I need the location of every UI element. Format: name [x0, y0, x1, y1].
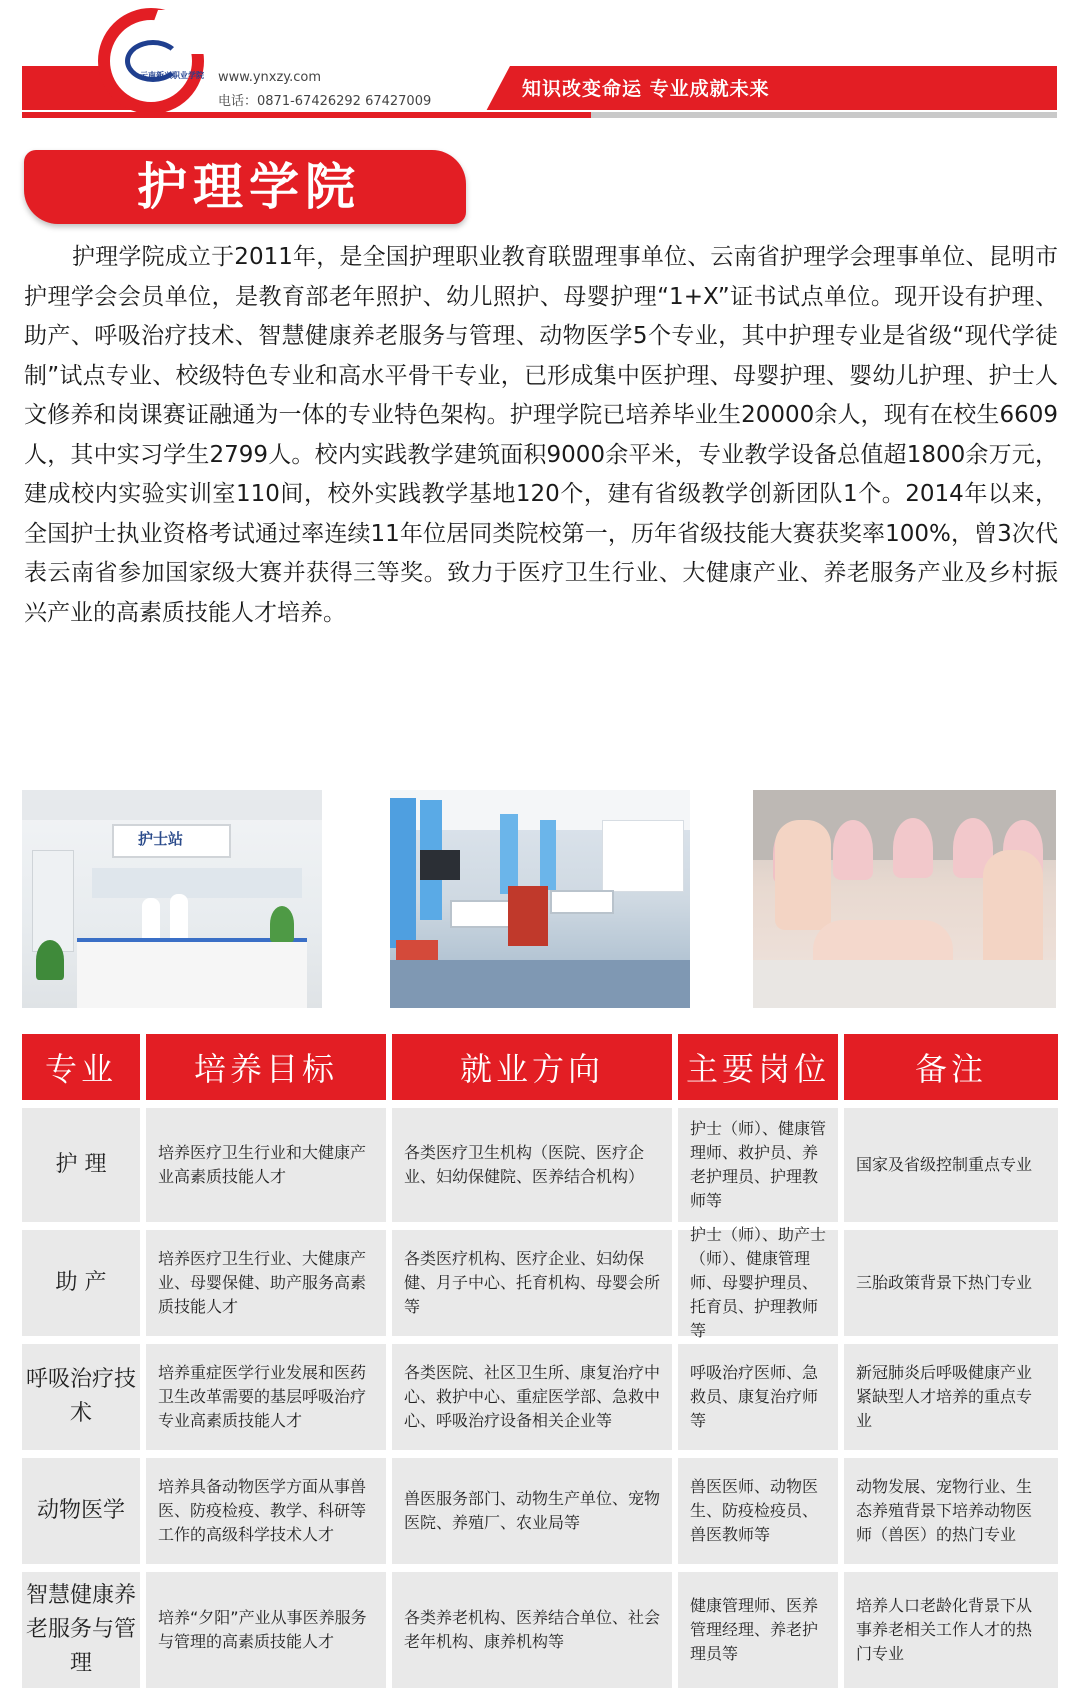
header-stripe — [22, 112, 1057, 118]
blue-curtain-1 — [390, 798, 416, 948]
manikin-row-3 — [893, 818, 933, 878]
table-row-cell-goal: 培养医疗卫生行业、大健康产业、母婴保健、助产服务高素质技能人才 — [146, 1230, 386, 1336]
table-row-cell-posts: 呼吸治疗医师、急救员、康复治疗师等 — [678, 1344, 838, 1450]
header-phone: 电话：0871-67426292 67427009 — [218, 94, 432, 109]
back-wall-panel — [602, 820, 684, 892]
manikin-front-right — [983, 850, 1043, 970]
reception-desk — [77, 938, 307, 1008]
header-cell-direction: 就业方向 — [392, 1034, 672, 1100]
intro-paragraph: 护理学院成立于2011年，是全国护理职业教育联盟理事单位、云南省护理学会理事单位、昆明市护理学会会员单位，是教育部老年照护、幼儿照护、母婴护理“1+X”证书试点单位。现开设有护理、助产、呼吸治疗技术、智慧健康养老服务与管理、动物医学5个专业，其中护理专业是省级“现代学徒制”试点专业、校级特色专业和高水平骨干专业，已形成集中医护理、母婴护理、婴幼儿护理、护士人文修养和岗课赛证融通为一体的专业特色架构。护理学院已培养毕业生20000余人，现有在校生6609人，其中实习学生2799人。校内实践教学建筑面积9000余平米，专业教学设备总值超1800余万元，建成校内实验实训室110间，校外实践教学基地120个，建有省级教学创新团队1个。2014年以来，全国护士执业资格考试通过率连续11年位居同类院校第一，历年省级技能大赛获奖率100%，曾3次代表云南省参加国家级大赛并获得三等奖。致力于医疗卫生行业、大健康产业、养老服务产业及乡村振兴产业的高素质技能人才培养。 — [24, 244, 1058, 626]
table-row-cell-note: 培养人口老龄化背景下从事养老相关工作人才的热门专业 — [844, 1572, 1058, 1688]
table-row-cell-posts: 健康管理师、医养管理经理、养老护理员等 — [678, 1572, 838, 1688]
table-row-cell-direction: 各类养老机构、医养结合单位、社会老年机构、康养机构等 — [392, 1572, 672, 1688]
header-cell-note: 备注 — [844, 1034, 1058, 1100]
reception-sign: 护士站 — [138, 830, 184, 848]
red-cart — [508, 886, 548, 946]
table-row-cell-posts: 护士（师）、健康管理师、救护员、养老护理员、护理教师等 — [678, 1108, 838, 1222]
table-row-cell-posts: 兽医医师、动物医生、防疫检疫员、兽医教师等 — [678, 1458, 838, 1564]
majors-table — [22, 1034, 1058, 1696]
table-row-cell-goal: 培养具备动物医学方面从事兽医、防疫检疫、教学、科研等工作的高级科学技术人才 — [146, 1458, 386, 1564]
header-url: www.ynxzy.com — [218, 70, 322, 85]
photo-nurse-station — [22, 790, 322, 1008]
table-row-cell-goal: 培养重症医学行业发展和医药卫生改革需要的基层呼吸治疗专业高素质技能人才 — [146, 1344, 386, 1450]
table-row-cell-major: 护 理 — [22, 1108, 140, 1222]
table-row-cell-posts: 护士（师）、助产士（师）、健康管理师、母婴护理员、托育员、护理教师等 — [678, 1230, 838, 1336]
table-surface — [753, 960, 1056, 1008]
header-slogan: 知识改变命运 专业成就未来 — [522, 78, 770, 100]
left-door — [32, 850, 74, 952]
blue-curtain-4 — [540, 820, 556, 890]
header-cell-posts: 主要岗位 — [678, 1034, 838, 1100]
page-title: 护理学院 — [137, 158, 361, 216]
plant-right — [270, 906, 294, 942]
manikin-front-left — [775, 820, 831, 930]
table-row-cell-note: 新冠肺炎后呼吸健康产业紧缺型人才培养的重点专业 — [844, 1344, 1058, 1450]
photo-ward-training-room — [390, 790, 690, 1008]
table-row-cell-major: 动物医学 — [22, 1458, 140, 1564]
header-cell-goal: 培养目标 — [146, 1034, 386, 1100]
blue-curtain-3 — [500, 814, 518, 894]
plant-left — [36, 940, 64, 980]
table-row-cell-note: 国家及省级控制重点专业 — [844, 1108, 1058, 1222]
table-row-cell-direction: 各类医疗卫生机构（医院、医疗企业、妇幼保健院、医养结合机构） — [392, 1108, 672, 1222]
table-row-cell-direction: 各类医疗机构、医疗企业、妇幼保健、月子中心、托育机构、母婴会所等 — [392, 1230, 672, 1336]
table-row-cell-note: 三胎政策背景下热门专业 — [844, 1230, 1058, 1336]
monitor — [420, 850, 460, 880]
logo-text: 云南新兴职业学院 — [140, 71, 204, 80]
table-row-cell-direction: 各类医院、社区卫生所、康复治疗中心、救护中心、重症医学部、急救中心、呼吸治疗设备相关企业等 — [392, 1344, 672, 1450]
table-row-cell-note: 动物发展、宠物行业、生态养殖背景下培养动物医师（兽医）的热门专业 — [844, 1458, 1058, 1564]
table-row-cell-goal: 培养“夕阳”产业从事医养服务与管理的高素质技能人才 — [146, 1572, 386, 1688]
page-header — [0, 0, 1080, 130]
blue-floor — [390, 960, 690, 1008]
hospital-bed-2 — [550, 890, 614, 914]
photo-manikin-lab — [753, 790, 1056, 1008]
table-row-cell-goal: 培养医疗卫生行业和大健康产业高素质技能人才 — [146, 1108, 386, 1222]
back-wall-text — [92, 868, 302, 898]
table-row-cell-direction: 兽医服务部门、动物生产单位、宠物医院、养殖厂、农业局等 — [392, 1458, 672, 1564]
header-cell-major: 专业 — [22, 1034, 140, 1100]
table-row-cell-major: 助 产 — [22, 1230, 140, 1336]
table-row-cell-major: 智慧健康养老服务与管理 — [22, 1572, 140, 1688]
ceiling — [22, 790, 322, 820]
manikin-row-2 — [833, 820, 873, 880]
table-row-cell-major: 呼吸治疗技术 — [22, 1344, 140, 1450]
